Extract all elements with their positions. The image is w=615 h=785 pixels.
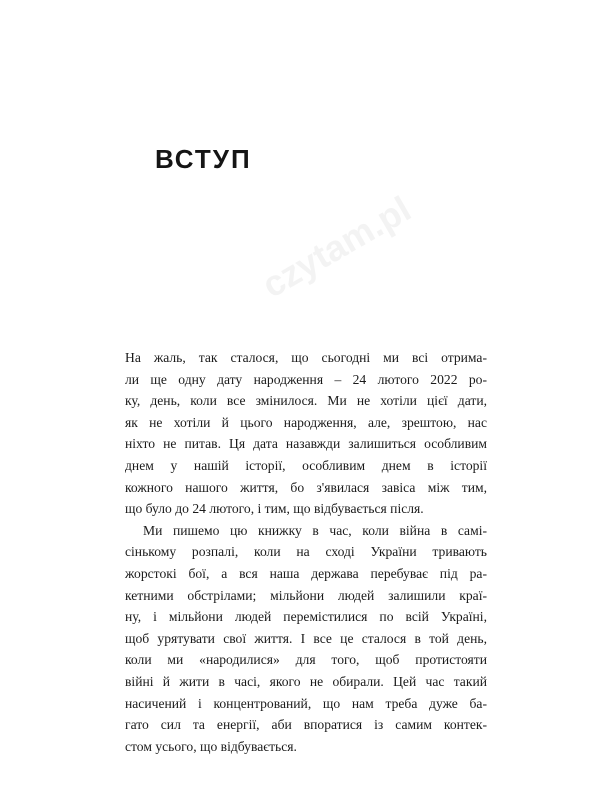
paragraph (125, 347, 487, 520)
text-line: стом усього, що відбувається. (125, 738, 297, 754)
page-title: ВСТУП (155, 144, 252, 174)
text-line: сінькому розпалі, коли на сході України тривають (125, 544, 487, 560)
text-line: гато сил та енергії, аби впоратися із самим контек- (125, 717, 487, 733)
text-line: насичений і концентрований, що нам треба дуже ба- (125, 695, 487, 711)
text-line: як не хотіли й цього народження, але, зрештою, нас (125, 414, 487, 430)
text-line: війні й жити в часі, якого не обирали. Цей час такий (125, 673, 487, 689)
text-line: днем у нашій історії, особливим днем в історії (125, 457, 487, 473)
text-line: ли ще одну дату народження – 24 лютого 2022 ро- (125, 371, 487, 387)
text-line: ну, і мільйони людей перемістилися по всій Україні, (125, 609, 487, 625)
text-line: жорстокі бої, а вся наша держава перебуває під ра- (125, 565, 487, 581)
paragraph (125, 520, 487, 758)
text-line: що було до 24 лютого, і тим, що відбувається після. (125, 501, 424, 517)
text-line: щоб урятувати свої життя. І все це сталося в той день, (125, 630, 487, 646)
watermark: czytam.pl (255, 187, 418, 306)
text-line: На жаль, так сталося, що сьогодні ми всі отрима- (125, 350, 487, 365)
text-line: ніхто не питав. Ця дата назавжди залишиться особливим (125, 436, 487, 452)
text-line: Ми пишемо цю книжку в час, коли війна в самі- (143, 522, 487, 538)
text-line: кожного нашого життя, бо з'явилася завіса між тим, (125, 479, 487, 495)
body-text (125, 347, 487, 757)
text-line: коли ми «народилися» для того, щоб протистояти (125, 652, 487, 668)
text-line: ку, день, коли все змінилося. Ми не хотіли цієї дати, (125, 393, 487, 409)
text-line: кетними обстрілами; мільйони людей залишили краї- (125, 587, 487, 603)
